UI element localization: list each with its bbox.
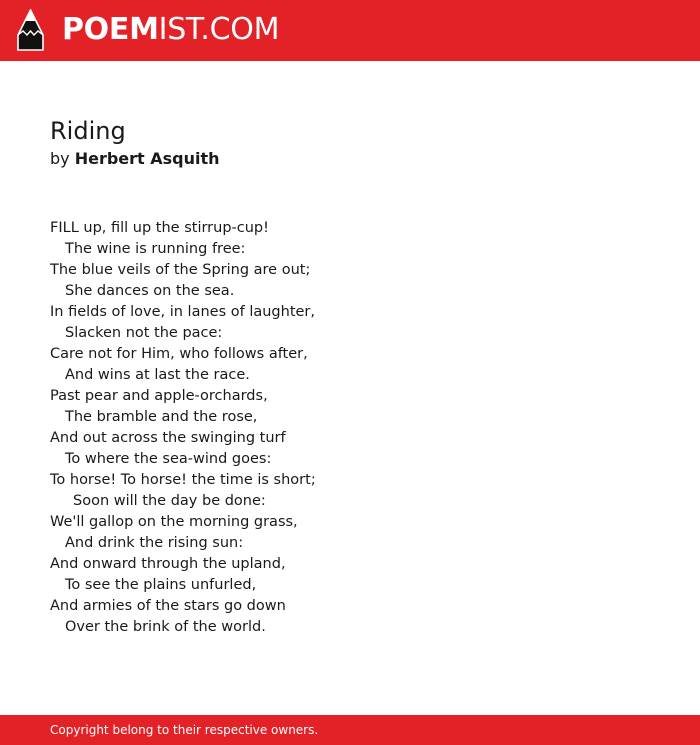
poem-line: Care not for Him, who follows after,: [50, 346, 308, 362]
poem-line: In fields of love, in lanes of laughter,: [50, 304, 316, 320]
poem-line: We'll gallop on the morning grass,: [50, 514, 298, 530]
poem-line: Past pear and apple-orchards,: [50, 388, 268, 404]
poem-line: To horse! To horse! the time is short;: [50, 472, 316, 488]
poem-line: And onward through the upland,: [50, 556, 286, 572]
poem-line: To where the sea-wind goes:: [65, 451, 272, 467]
poem-line: Over the brink of the world.: [65, 619, 266, 635]
poem-line: The wine is running free:: [65, 241, 246, 257]
poem-line: The blue veils of the Spring are out;: [50, 262, 311, 278]
copyright-text: Copyright belong to their respective owners.: [50, 723, 319, 737]
poem-line: And wins at last the race.: [65, 367, 250, 383]
poem-line: And armies of the stars go down: [50, 598, 286, 614]
poem-title: Riding: [50, 117, 126, 145]
pencil-icon[interactable]: [17, 9, 44, 51]
poem-line: She dances on the sea.: [65, 283, 235, 299]
author-name: Herbert Asquith: [74, 149, 220, 168]
poem-body: [50, 218, 316, 638]
logo-bold-text: POEM: [62, 12, 159, 47]
site-header: [0, 0, 700, 61]
poem-line: Slacken not the pace:: [65, 325, 223, 341]
site-logo-link[interactable]: [62, 12, 279, 48]
poem-line: FILL up, fill up the stirrup-cup!: [50, 220, 269, 236]
by-label: by: [50, 149, 70, 168]
poem-line: To see the plains unfurled,: [65, 577, 257, 593]
site-footer: [0, 715, 700, 745]
poem-line: And out across the swinging turf: [50, 430, 286, 446]
poem-line: And drink the rising sun:: [65, 535, 244, 551]
poem-line: Soon will the day be done:: [73, 493, 266, 509]
poem-byline: [50, 148, 220, 170]
logo-light-text: IST.COM: [158, 12, 280, 47]
poem-line: The bramble and the rose,: [65, 409, 258, 425]
